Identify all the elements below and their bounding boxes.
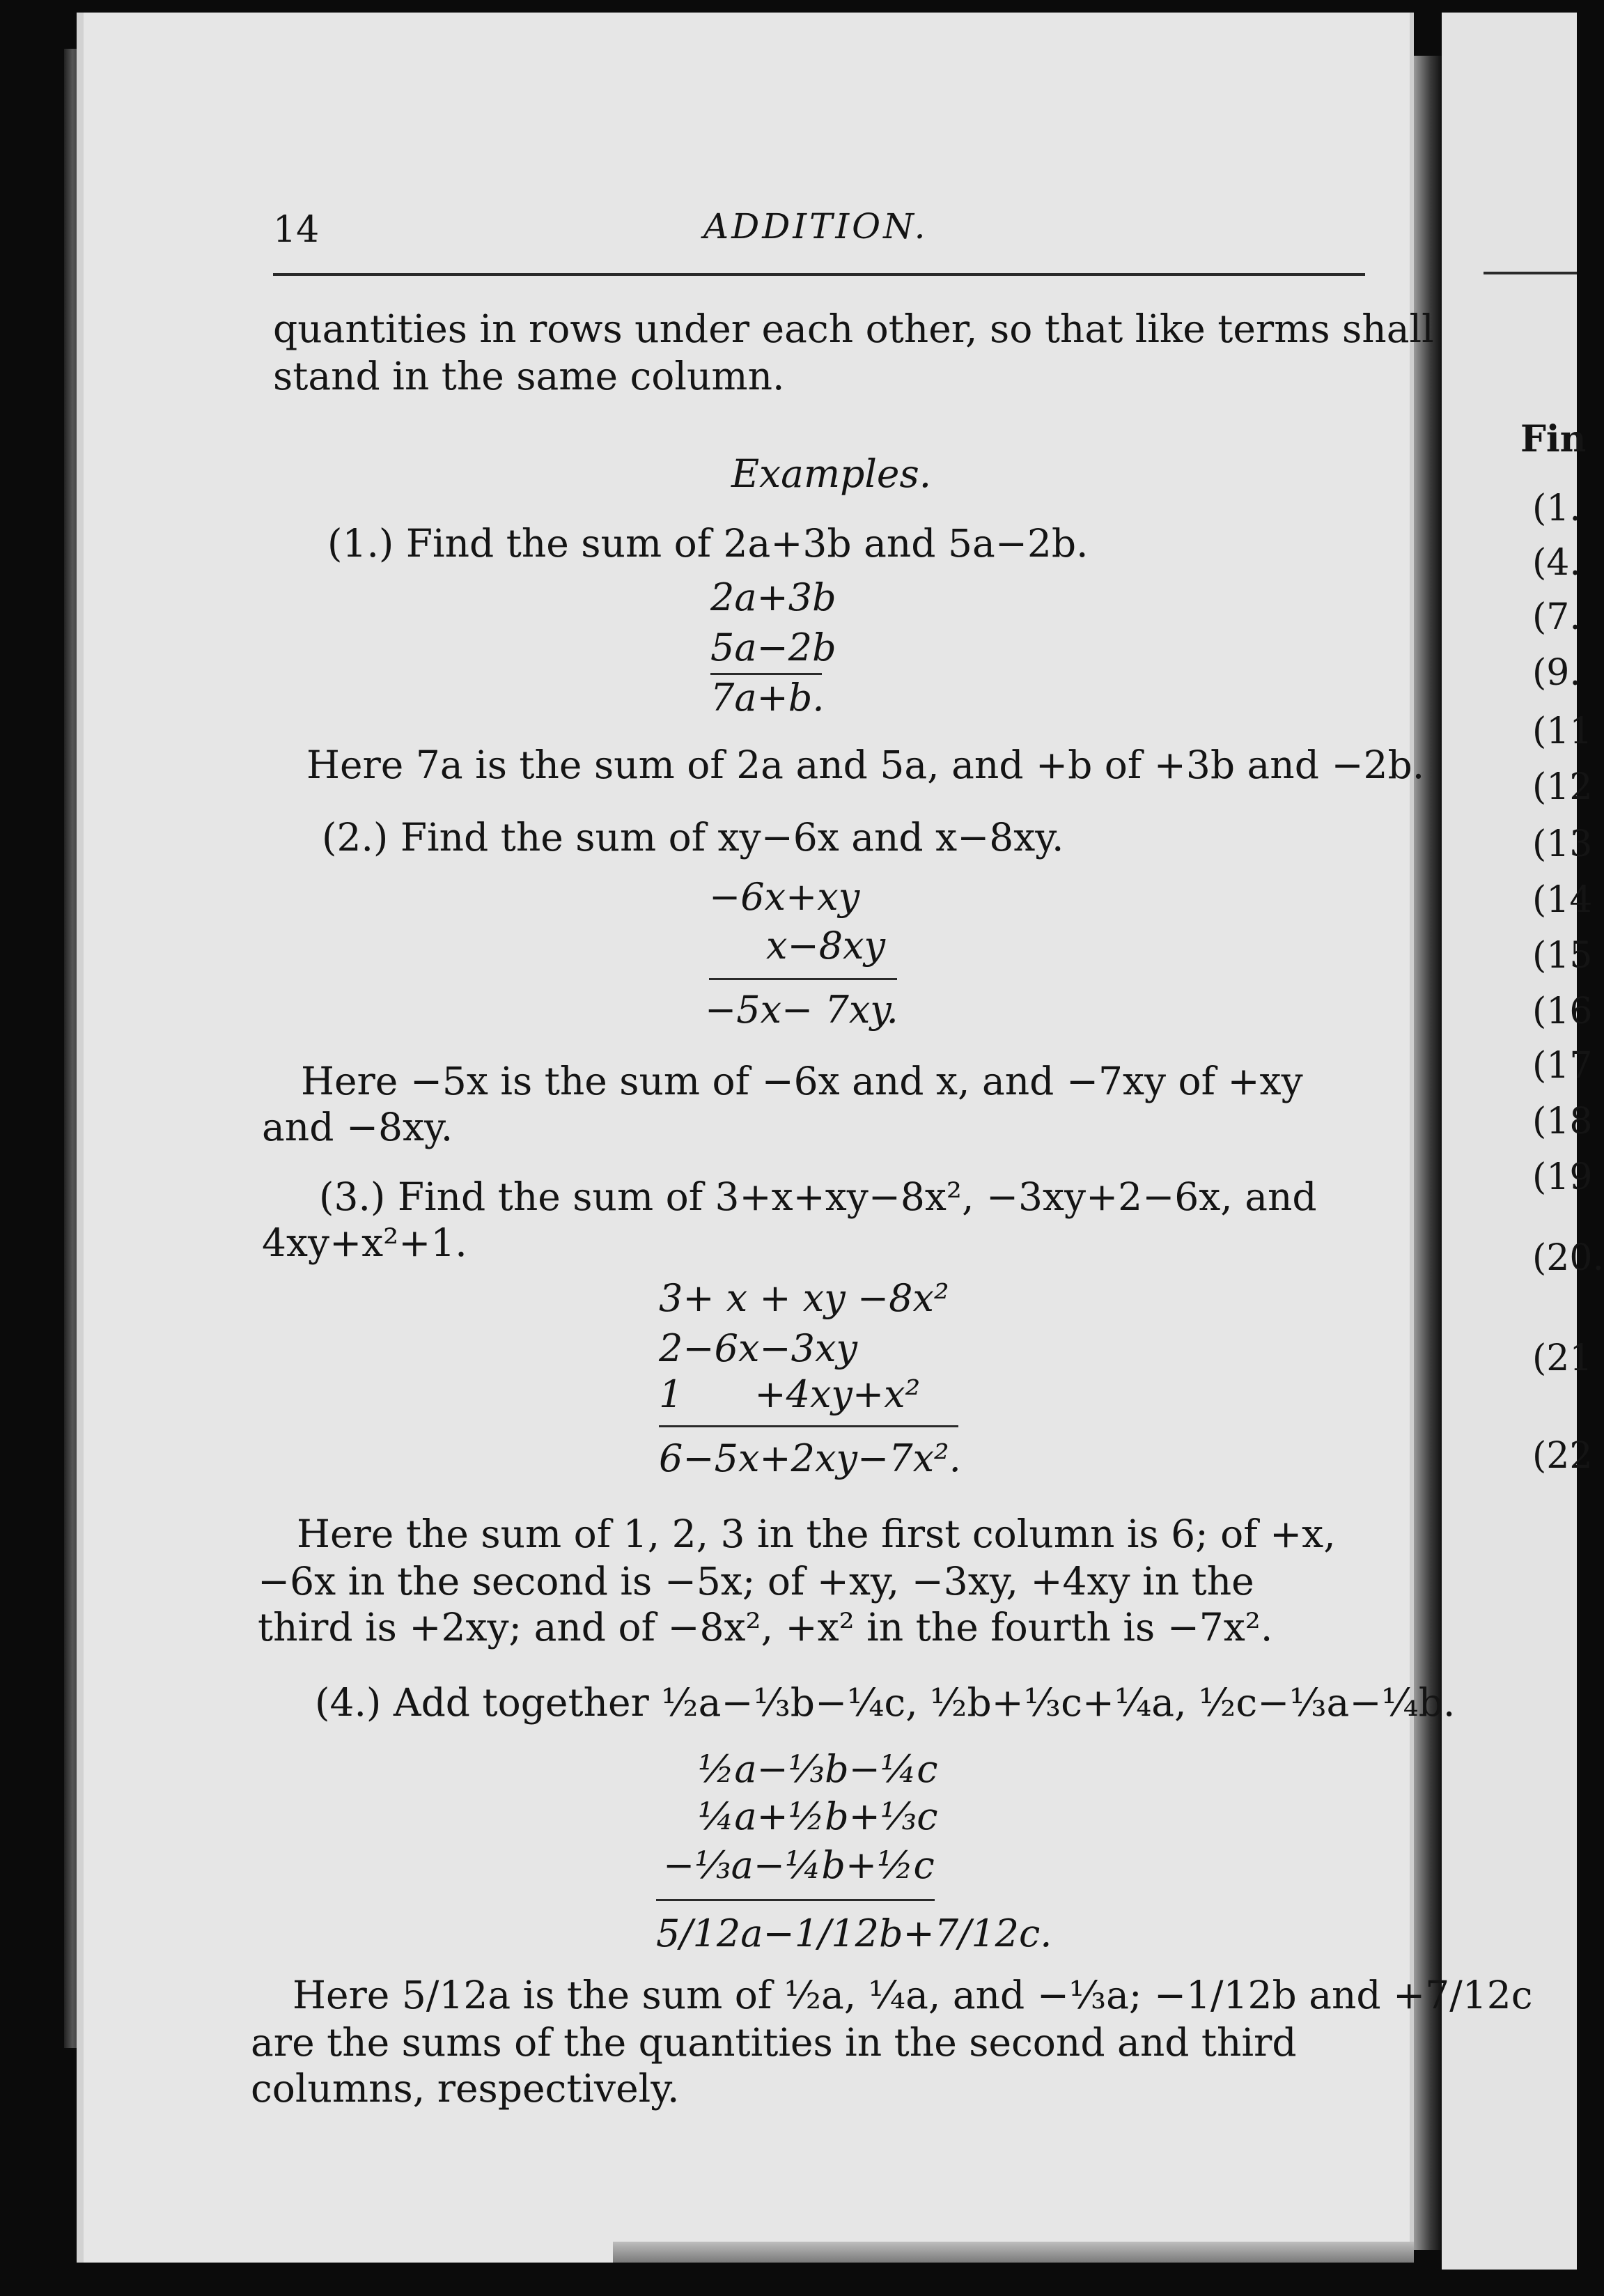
example-4-note-1: Here 5/12a is the sum of ½a, ¼a, and −⅓a; −1/12b and +7/12c: [293, 1973, 1533, 2017]
example-4-row-1: ½a−⅓b−¼c: [698, 1747, 938, 1791]
running-title: ADDITION.: [703, 206, 928, 247]
facing-page-item: (13: [1532, 823, 1593, 865]
example-1-sum: 7a+b.: [710, 676, 825, 720]
examples-heading: Examples.: [731, 451, 932, 496]
example-4-row-3: −⅓a−¼b+½c: [663, 1843, 935, 1887]
example-2-row-1: −6x+xy: [709, 875, 860, 919]
example-2-sum-rule: [709, 978, 897, 980]
facing-page-item: (22: [1532, 1435, 1593, 1477]
facing-page-item: (1.: [1532, 488, 1581, 529]
example-2-sum: −5x− 7xy.: [705, 988, 898, 1032]
example-2-statement: (2.) Find the sum of xy−6x and x−8xy.: [322, 815, 1064, 860]
facing-page-item: (16: [1532, 991, 1593, 1032]
page-bottom-edge: [613, 2242, 1414, 2263]
example-2-note-2: and −8xy.: [262, 1105, 453, 1149]
facing-page-rule: [1484, 272, 1577, 274]
example-2-note-1: Here −5x is the sum of −6x and x, and −7xy of +xy: [301, 1059, 1303, 1103]
example-3-note-1: Here the sum of 1, 2, 3 in the first column is 6; of +x,: [297, 1512, 1336, 1556]
example-3-row-1: 3+ x + xy −8x²: [659, 1276, 949, 1320]
example-3-row-3: 1 +4xy+x²: [659, 1372, 921, 1416]
example-1-row-1: 2a+3b: [710, 575, 836, 619]
intro-line-2: stand in the same column.: [273, 354, 785, 398]
example-1-statement: (1.) Find the sum of 2a+3b and 5a−2b.: [327, 521, 1089, 566]
example-3-row-2: 2−6x−3xy: [659, 1326, 857, 1370]
example-3-statement-1: (3.) Find the sum of 3+x+xy−8x², −3xy+2−6x, and: [319, 1174, 1317, 1219]
facing-page-item: (9.: [1532, 652, 1581, 694]
example-1-row-2: 5a−2b: [710, 626, 836, 669]
facing-page-item: (12: [1532, 766, 1593, 808]
facing-page-item: (7.: [1532, 596, 1581, 638]
intro-line-1: quantities in rows under each other, so that like terms shall: [273, 307, 1434, 351]
facing-page-item: (15: [1532, 935, 1593, 977]
facing-page-item: (21: [1532, 1337, 1593, 1379]
facing-page-item: (20.: [1532, 1237, 1604, 1279]
example-4-note-3: columns, respectively.: [251, 2066, 680, 2111]
example-2-row-2: x−8xy: [766, 924, 886, 968]
facing-page-item: (4.: [1532, 542, 1581, 584]
header-rule: [273, 273, 1365, 276]
facing-page-item: (11: [1532, 711, 1593, 752]
facing-page-item: (14: [1532, 879, 1593, 921]
facing-page-item: (19: [1532, 1156, 1593, 1198]
example-1-note: Here 7a is the sum of 2a and 5a, and +b of +3b and −2b.: [306, 743, 1425, 787]
facing-page-item: (18: [1532, 1101, 1593, 1142]
page-number: 14: [273, 209, 320, 251]
example-3-note-2: −6x in the second is −5x; of +xy, −3xy, +4xy in the: [258, 1559, 1254, 1604]
facing-page-heading: Fin: [1520, 418, 1587, 460]
example-3-sum-rule: [659, 1425, 958, 1427]
example-4-row-2: ¼a+½b+⅓c: [698, 1794, 938, 1838]
facing-page-item: (17: [1532, 1045, 1593, 1087]
example-3-sum: 6−5x+2xy−7x².: [659, 1436, 961, 1480]
example-3-statement-2: 4xy+x²+1.: [262, 1220, 467, 1265]
example-3-note-3: third is +2xy; and of −8x², +x² in the fourth is −7x².: [258, 1605, 1273, 1650]
example-4-sum: 5/12a−1/12b+7/12c.: [656, 1911, 1052, 1955]
example-4-sum-rule: [656, 1899, 935, 1901]
page-gutter: [1414, 56, 1442, 2250]
example-1-sum-rule: [710, 673, 822, 675]
example-4-statement: (4.) Add together ½a−⅓b−¼c, ½b+⅓c+¼a, ½c−⅓a−¼b.: [315, 1680, 1456, 1725]
example-4-note-2: are the sums of the quantities in the second and third: [251, 2020, 1297, 2065]
